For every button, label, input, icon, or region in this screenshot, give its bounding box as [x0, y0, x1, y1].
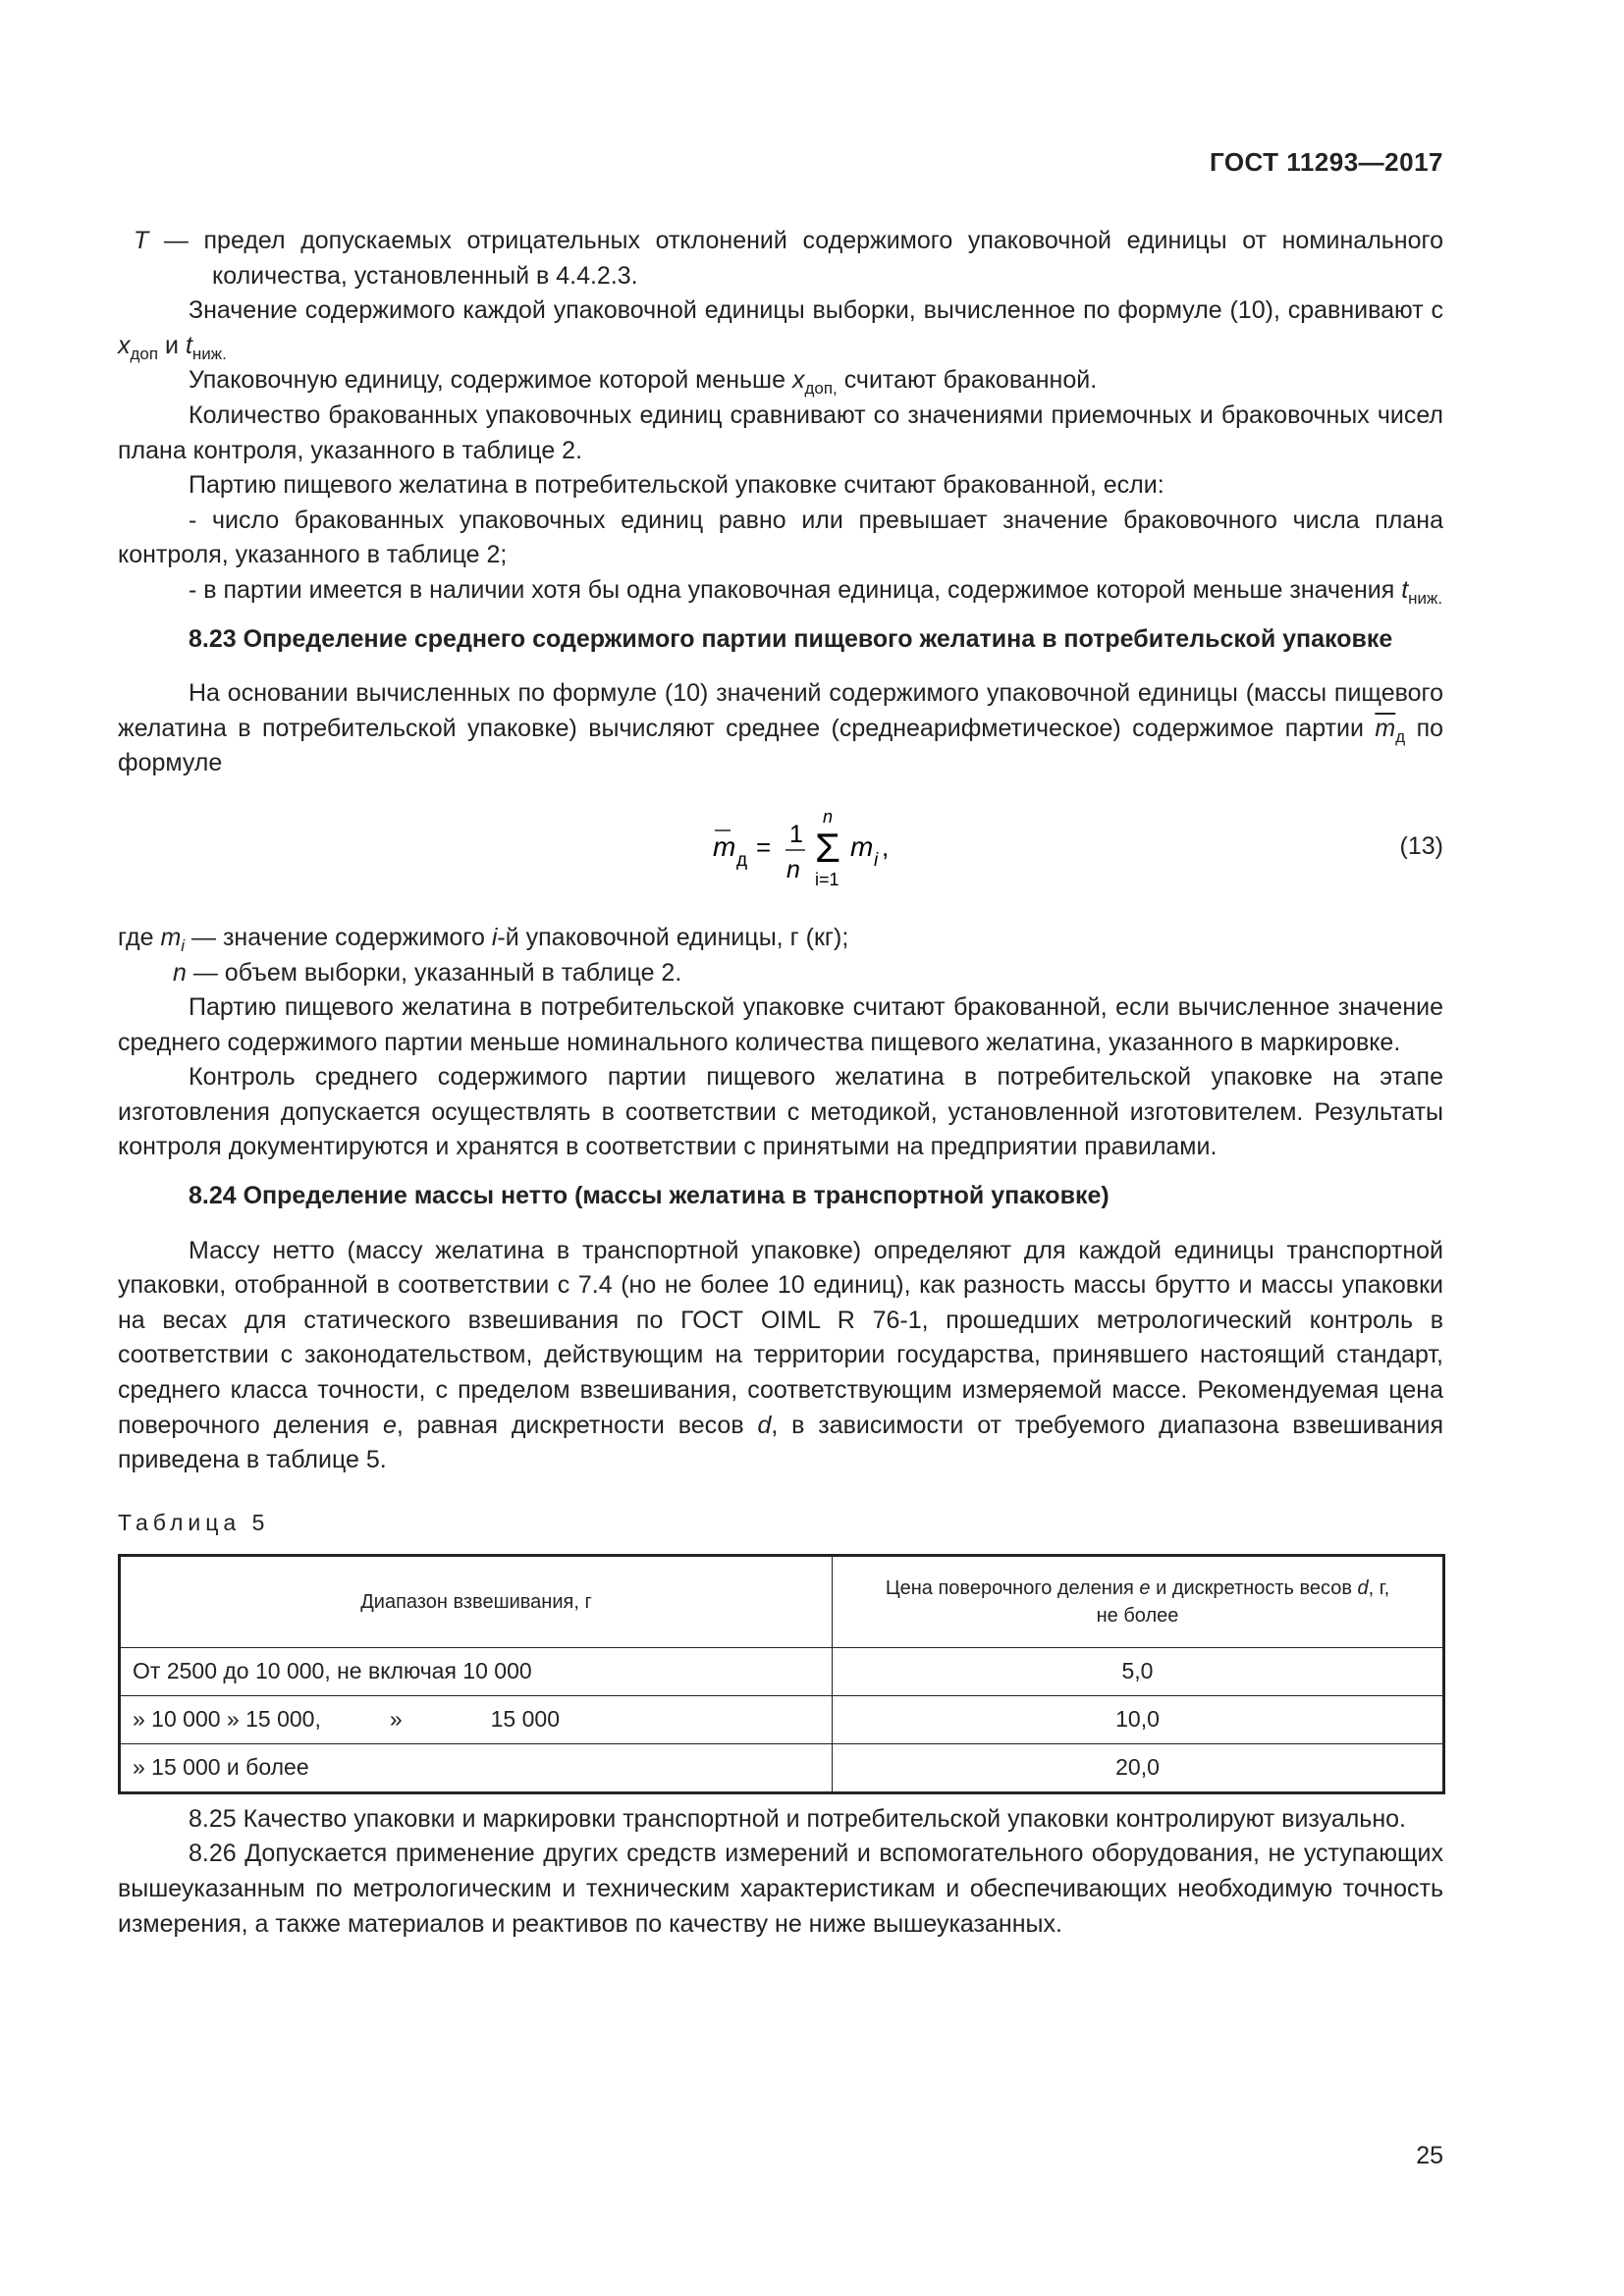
formula-term: m — [850, 830, 874, 862]
table-cell-value: 20,0 — [833, 1743, 1444, 1792]
sigma-icon: Σ — [815, 824, 840, 871]
formula-term-sub: i — [874, 849, 879, 871]
paragraph-count: Количество бракованных упаковочных единиц сравнивают со значениями приемочных и браковочных чисел плана контроля, указанного в таблице 2. — [118, 400, 1443, 464]
table-header-value: Цена поверочного деления e и дискретность весов d, г, не более — [833, 1555, 1444, 1647]
formula-comma: , — [882, 831, 890, 862]
formula-lhs: m — [713, 830, 736, 862]
definition-T: T — предел допускаемых отрицательных отклонений содержимого упаковочной единицы от номинального количества, установленный в 4.4.2.3. — [134, 227, 1443, 290]
section-heading-8-23: 8.23 Определение среднего содержимого партии пищевого желатина в потребительской упаковке — [189, 624, 1393, 653]
paragraph-reject-lot: Партию пищевого желатина в потребительской упаковке считают бракованной, если: — [189, 471, 1164, 500]
table-title: Таблица 5 — [118, 1509, 270, 1535]
symbol-T: T — [134, 227, 149, 254]
table-cell-range: » 10 000 » 15 000, » 15 000 — [120, 1695, 833, 1743]
paragraph-8-26: 8.26 Допускается применение других средств измерений и вспомогательного оборудования, не уступающих вышеуказанным по метрологическим и техническим характеристикам и обеспечивающих необходимую точность измерения, а также материалов и реактивов по качеству не ниже вышеуказанных. — [118, 1840, 1443, 1938]
paragraph-compare: Значение содержимого каждой упаковочной единицы выборки, вычисленное по формуле (10), сравнивают с $x_{доп}$ и $t_{ниж.}$ — [118, 296, 1443, 363]
section-heading-8-24: 8.24 Определение массы нетто (массы желатина в транспортной упаковке) — [189, 1182, 1110, 1210]
formula-13 — [118, 785, 1443, 913]
paragraph-mean: На основании вычисленных по формуле (10) значений содержимого упаковочной единицы (массы пищевого желатина в потребительской упаковке) вычисляют среднее (среднеарифметическое) содержимое партии $\overline{m}_д$ по формуле — [118, 679, 1444, 777]
table-cell-value: 10,0 — [833, 1695, 1444, 1743]
document-body — [118, 224, 1443, 1942]
table-header-range: Диапазон взвешивания, г — [120, 1555, 833, 1647]
formula-lhs-sub: д — [736, 849, 748, 871]
formula-sum-bottom: i=1 — [815, 869, 839, 889]
list-item-2: - в партии имеется в наличии хотя бы одна упаковочная единица, содержимое которой меньше значения $t_{ниж.}$ — [189, 575, 1443, 608]
document-page — [118, 0, 1443, 2296]
table-5 — [118, 1554, 1445, 1794]
table-row — [120, 1695, 1444, 1743]
table-cell-range: » 15 000 и более — [120, 1743, 833, 1792]
formula-eq: = — [756, 831, 772, 862]
paragraph-control: Контроль среднего содержимого партии пищевого желатина в потребительской упаковке на этапе изготовления допускается осуществлять в соответствии с методикой, установленной изготовителем. Результаты контроля документируются и хранятся в соответствии с принятыми на предприятии правилами. — [118, 1063, 1443, 1161]
document-header: ГОСТ 11293—2017 — [1209, 147, 1443, 177]
paragraph-reject-unit: Упаковочную единицу, содержимое которой меньше $x_{доп,}$ считают бракованной. — [189, 366, 1098, 399]
table-header-row — [120, 1555, 1444, 1647]
formula-num: 1 — [789, 820, 803, 848]
equation-number: (13) — [1399, 831, 1443, 860]
where-n: n — объем выборки, указанный в таблице 2. — [173, 958, 682, 987]
table-row — [120, 1743, 1444, 1792]
table-cell-range: От 2500 до 10 000, не включая 10 000 — [120, 1647, 833, 1695]
table-row — [120, 1647, 1444, 1695]
where-m: где $m_i$ — значение содержимого i-й упаковочной единицы, г (кг); — [118, 923, 849, 955]
formula-den: n — [786, 855, 800, 883]
formula-graphic — [118, 785, 1198, 913]
paragraph-net-mass: Массу нетто (массу желатина в транспортной упаковке) определяют для каждой единицы транспортной упаковки, отобранной в соответствии с 7.4 (но не более 10 единиц), как разность массы брутто и массы упаковки на весах для статического взвешивания по ГОСТ OIML R 76-1, прошедших метрологический контроль в соответствии с законодательством, действующим на территории государства, принявшего настоящий стандарт, среднего класса точности, с пределом взвешивания, соответствующим измеряемой массе. Рекомендуемая цена поверочного деления e, равная дискретности весов d, в зависимости от требуемого диапазона взвешивания приведена в таблице 5. — [118, 1236, 1443, 1474]
formula-sum-top: n — [823, 806, 834, 827]
paragraph-8-25: 8.25 Качество упаковки и маркировки транспортной и потребительской упаковки контролируют визуально. — [189, 1804, 1406, 1833]
page-number: 25 — [1416, 2142, 1443, 2169]
table-cell-value: 5,0 — [833, 1647, 1444, 1695]
paragraph-lot-reject-mean: Партию пищевого желатина в потребительской упаковке считают бракованной, если вычисленное значение среднего содержимого партии меньше номинального количества пищевого желатина, указанного в маркировке. — [118, 993, 1443, 1056]
list-item-1: - число бракованных упаковочных единиц равно или превышает значение браковочного числа плана контроля, указанного в таблице 2; — [118, 506, 1443, 569]
